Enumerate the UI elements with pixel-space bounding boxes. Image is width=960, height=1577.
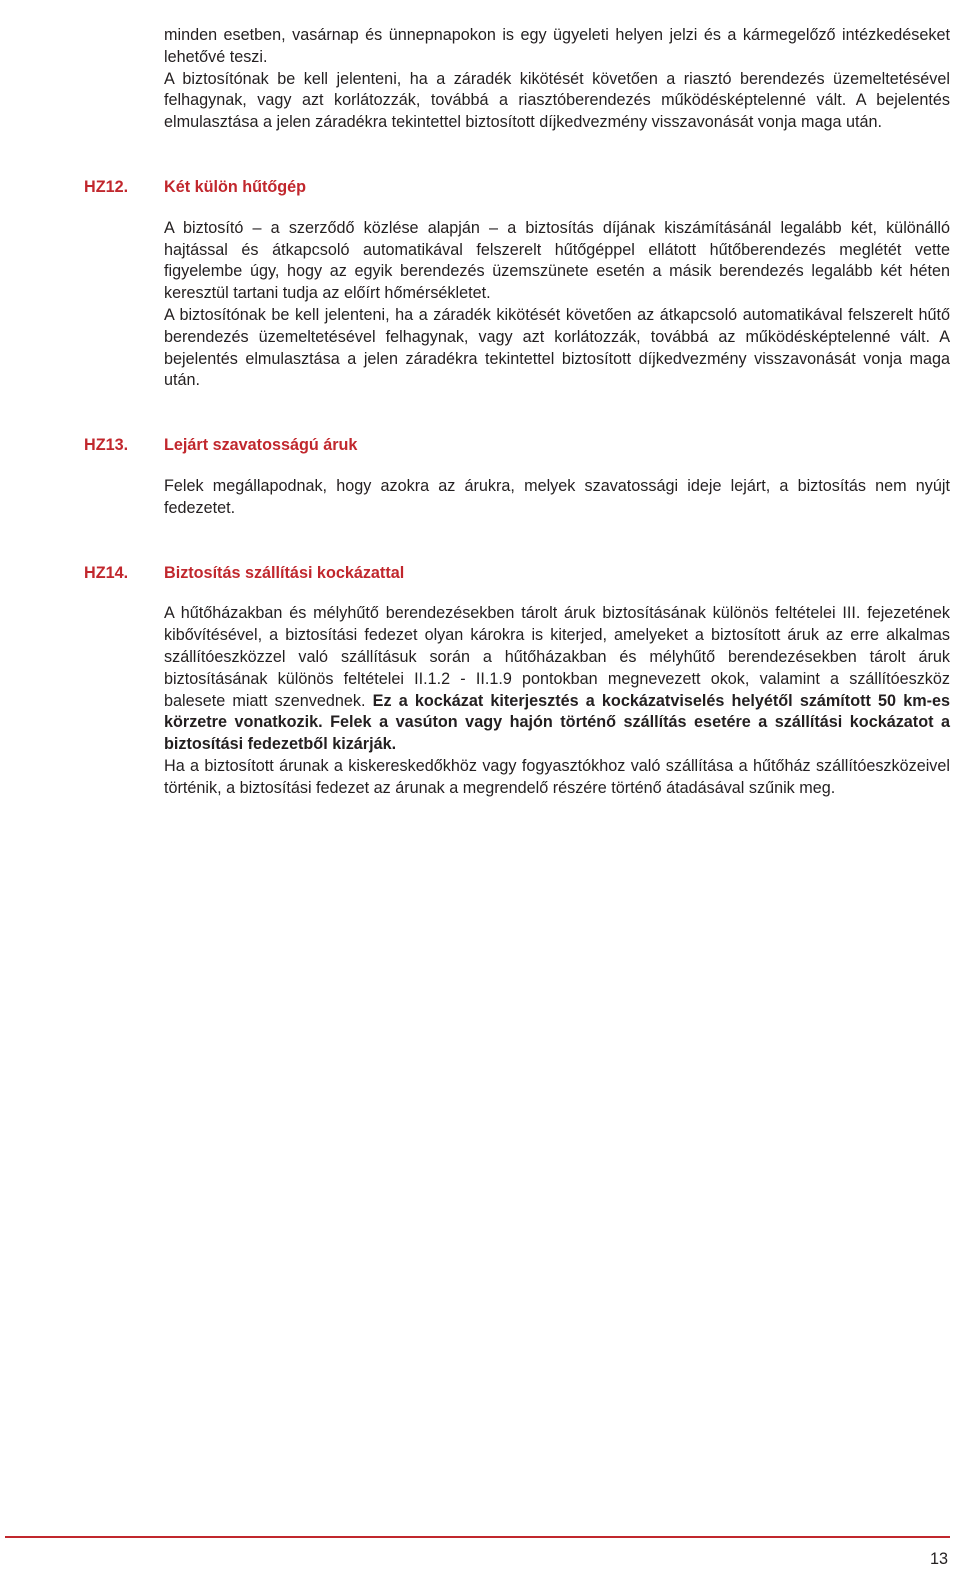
section-number: HZ14. — [84, 563, 129, 582]
footer-rule — [5, 1536, 950, 1538]
section-paragraph-1 — [164, 603, 950, 756]
intro-paragraph-1: minden esetben, vasárnap és ünnepnapokon is egy ügyeleti helyen jelzi és a kármegelőző intézkedéseket lehetővé teszi. — [164, 26, 950, 66]
section-paragraph-2: Ha a biztosított árunak a kiskereskedőkhöz vagy fogyasztókhoz való szállítása a hűtőház szállítóeszközeivel történik, a biztosítási fedezet az árunak a megrendelő részére történő átadásával szűnik meg. — [164, 756, 950, 797]
section-hz14 — [84, 563, 950, 800]
section-title: Lejárt szavatosságú áruk — [164, 436, 358, 455]
paragraph-text: A hűtőházakban és mélyhűtő berendezésekben tárolt áruk biztosításának különös feltételei III. fejezetének kibővítésével, a biztosítási fedezet olyan károkra is kiterjed, amelyeket a biztosított áruk az erre alkalmas szállítóeszközzel való szállításuk során a hűtőházakban és mélyhűtő berendezésekben tárolt áruk biztosításának különös feltételei II.1.2 - II.1.9 pontokban megnevezett okok, valamint a szállítóeszköz balesete miatt szenvednek. — [164, 604, 950, 710]
page-content — [84, 25, 950, 800]
intro-paragraph-2: A biztosítónak be kell jelenteni, ha a záradék kikötését követően a riasztó berendezés üzemeltetésével felhagynak, vagy azt korlátozzák, továbbá a riasztóberendezés működésképtelenné vált. A bejelentés elmulasztása a jelen záradékra tekintettel biztosított díjkedvezmény visszavonását vonja maga után. — [164, 69, 950, 132]
section-hz12 — [84, 177, 950, 392]
section-number: HZ13. — [84, 436, 129, 455]
section-paragraph-2: A biztosítónak be kell jelenteni, ha a záradék kikötését követően az átkapcsoló automatikával felszerelt hűtő berendezés üzemeltetésével felhagynak, vagy azt korlátozzák, továbbá az működésképtelenné vált. A bejelentés elmulasztása a jelen záradékra tekintettel biztosított díjkedvezmény visszavonását vonja maga után. — [164, 305, 950, 390]
section-title: Biztosítás szállítási kockázattal — [164, 563, 405, 582]
section-paragraph-1: Felek megállapodnak, hogy azokra az árukra, melyek szavatossági ideje lejárt, a biztosítás nem nyújt fedezetet. — [164, 476, 950, 517]
section-paragraph-1: A biztosító – a szerződő közlése alapján – a biztosítás díjának kiszámításánál legalább két, különálló hajtással és átkapcsoló automatikával felszerelt hűtőgéppel ellátott hűtőberendezés meglétét vette figyelembe úgy, hogy az egyik berendezés üzemszünete esetén a másik berendezés legalább két héten keresztül tartani tudja az előírt hőmérsékletet. — [164, 218, 950, 303]
section-hz13 — [84, 435, 950, 519]
paragraph-bold-text: Ez a kockázat kiterjesztés a kockázatviselés helyétől számított 50 km-es körzetre vonatkozik. Felek a vasúton vagy hajón történő szállítás esetére a szállítási kockázatot a biztosítási fedezetből kizárják. — [164, 691, 950, 754]
page-number: 13 — [929, 1550, 948, 1568]
section-title: Két külön hűtőgép — [164, 177, 307, 196]
section-number: HZ12. — [84, 177, 129, 196]
